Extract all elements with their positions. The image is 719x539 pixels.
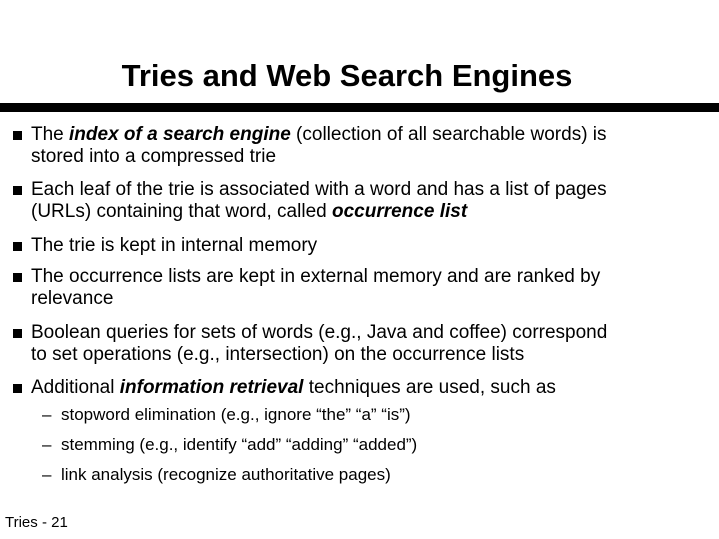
square-bullet-icon xyxy=(13,131,22,140)
sub-bullet-item xyxy=(42,465,391,485)
bullet-line: relevance xyxy=(31,288,114,309)
bullet-text xyxy=(31,322,711,366)
sub-bullet-item xyxy=(42,435,417,455)
bullet-line xyxy=(31,201,711,223)
bullet-line xyxy=(31,377,711,399)
bullet-text-segment: techniques are used, such as xyxy=(303,377,556,398)
square-bullet-icon xyxy=(13,384,22,393)
dash-bullet: – xyxy=(42,465,52,484)
sub-bullet-text: stopword elimination (e.g., ignore “the” “a” “is”) xyxy=(61,405,411,424)
bullet-text-segment: The xyxy=(31,124,70,145)
bullet-line: Boolean queries for sets of words (e.g., Java and coffee) correspond xyxy=(31,322,608,343)
bullet-text xyxy=(31,124,711,168)
bullet-text-segment: (URLs) containing that word, called xyxy=(31,201,332,222)
bullet-line: Each leaf of the trie is associated with a word and has a list of pages xyxy=(31,179,607,200)
bullet-text xyxy=(31,266,711,310)
bullet-text xyxy=(31,179,711,223)
square-bullet-icon xyxy=(13,242,22,251)
sub-bullet-text: stemming (e.g., identify “add” “adding” “added”) xyxy=(61,435,418,454)
bullet-text-segment: Additional xyxy=(31,377,120,398)
sub-bullet-text: link analysis (recognize authoritative pages) xyxy=(61,465,391,484)
emphasis-term: occurrence list xyxy=(331,201,468,222)
dash-bullet: – xyxy=(42,435,52,454)
bullet-line xyxy=(31,124,711,146)
title-divider xyxy=(0,103,719,112)
square-bullet-icon xyxy=(13,329,22,338)
bullet-line: stored into a compressed trie xyxy=(31,146,277,167)
bullet-line: to set operations (e.g., intersection) on the occurrence lists xyxy=(31,344,525,365)
emphasis-term: information retrieval xyxy=(119,377,304,398)
bullet-line: The occurrence lists are kept in external memory and are ranked by xyxy=(31,266,601,287)
dash-bullet: – xyxy=(42,405,52,424)
slide-footer: Tries - 21 xyxy=(5,514,68,531)
square-bullet-icon xyxy=(13,186,22,195)
emphasis-term: index of a search engine xyxy=(69,124,291,145)
square-bullet-icon xyxy=(13,273,22,282)
bullet-line: The trie is kept in internal memory xyxy=(31,235,318,256)
slide-title: Tries and Web Search Engines xyxy=(121,58,573,93)
bullet-text xyxy=(31,235,711,257)
bullet-text xyxy=(31,377,711,399)
sub-bullet-item xyxy=(42,405,411,425)
bullet-text-segment: (collection of all searchable words) is xyxy=(290,124,607,145)
